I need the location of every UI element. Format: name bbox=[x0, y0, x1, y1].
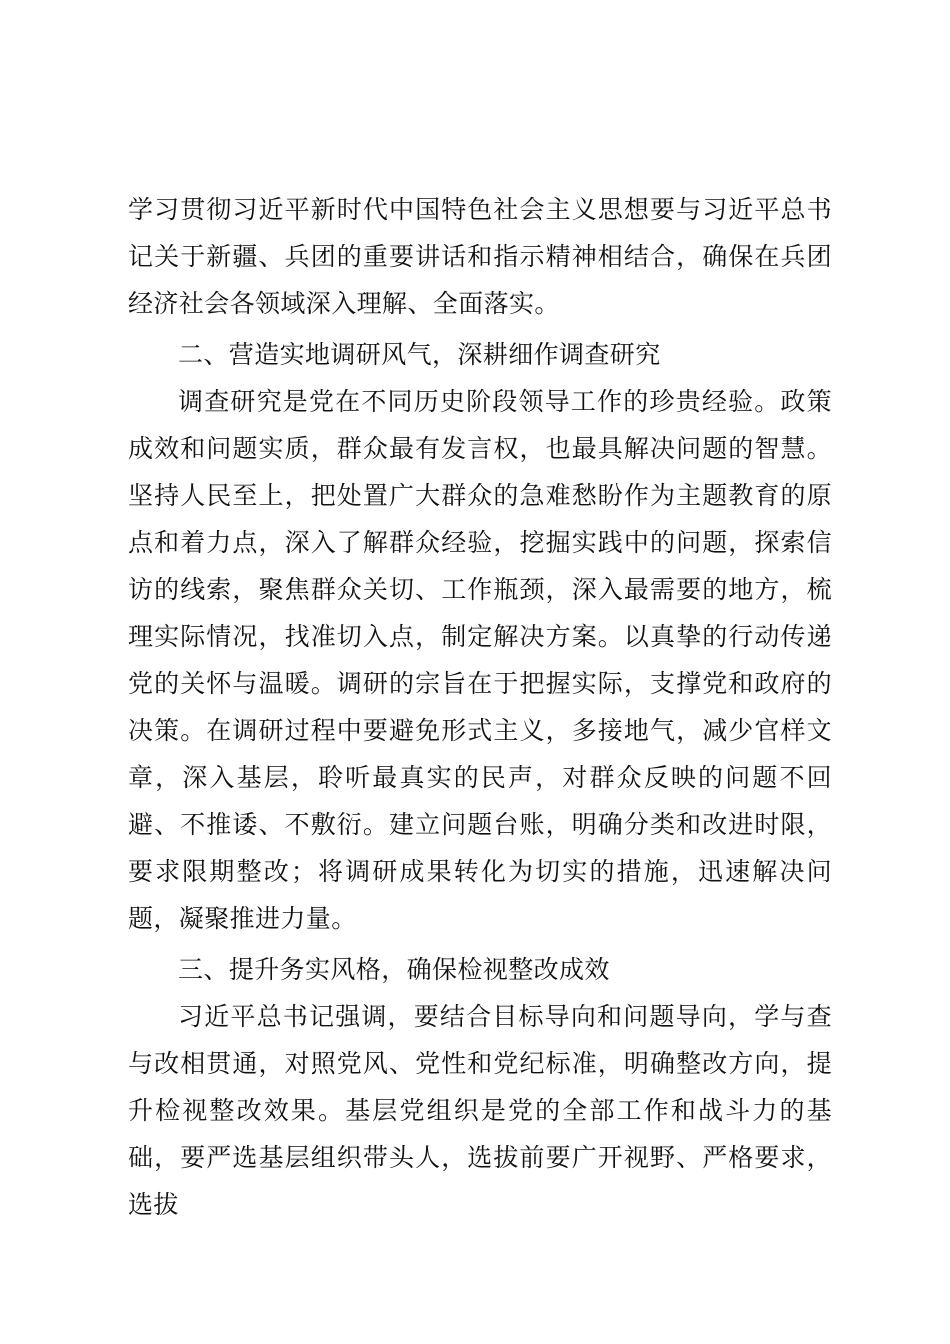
document-body bbox=[128, 186, 832, 1228]
paragraph-rectification: 习近平总书记强调，要结合目标导向和问题导向，学与查与改相贯通，对照党风、党性和党纪标准，明确整改方向，提升检视整改效果。基层党组织是党的全部工作和战斗力的基础，要严选基层组织带头人，选拔前要广开视野、严格要求，选拔 bbox=[128, 1002, 832, 1219]
section-heading-2: 二、营造实地调研风气，深耕细作调查研究 bbox=[178, 340, 661, 369]
section-heading-3: 三、提升务实风格，确保检视整改成效 bbox=[178, 955, 610, 984]
paragraph-continued: 学习贯彻习近平新时代中国特色社会主义思想要与习近平总书记关于新疆、兵团的重要讲话和指示精神相结合，确保在兵团经济社会各领域深入理解、全面落实。 bbox=[128, 195, 832, 318]
paragraph-research: 调查研究是党在不同历史阶段领导工作的珍贵经验。政策成效和问题实质，群众最有发言权，也最具解决问题的智慧。坚持人民至上，把处置广大群众的急难愁盼作为主题教育的原点和着力点，深入了解群众经验，挖掘实践中的问题，探索信访的线索，聚焦群众关切、工作瓶颈，深入最需要的地方，梳理实际情况，找准切入点，制定解决方案。以真挚的行动传递党的关怀与温暖。调研的宗旨在于把握实际，支撑党和政府的决策。在调研过程中要避免形式主义，多接地气，减少官样文章，深入基层，聆听最真实的民声，对群众反映的问题不回避、不推诿、不敷衍。建立问题台账，明确分类和改进时限，要求限期整改；将调研成果转化为切实的措施，迅速解决问题，凝聚推进力量。 bbox=[128, 387, 832, 933]
